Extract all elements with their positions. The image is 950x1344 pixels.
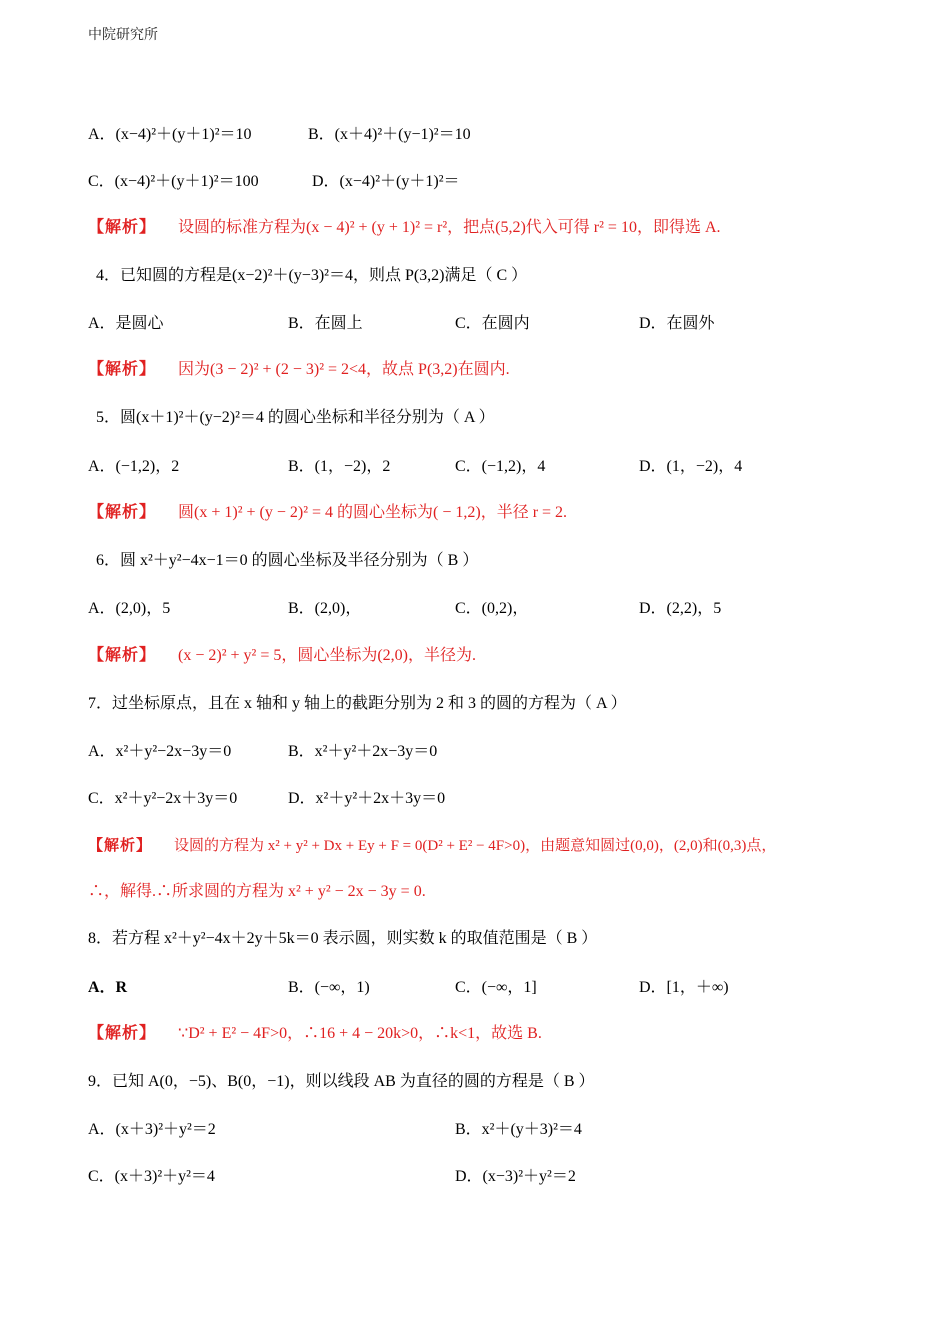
q5-analysis (88, 502, 567, 524)
q4-stem: 4．已知圆的方程是(x−2)²＋(y−3)²＝4，则点 P(3,2)满足（ C ） (96, 267, 528, 284)
q4-option-c: C．在圆内 (455, 315, 530, 332)
q7-analysis-line2: ∴，解得.∴所求圆的方程为 x² + y² − 2x − 3y = 0. (88, 883, 426, 900)
q4-option-b: B．在圆上 (288, 315, 363, 332)
q8-option-d: D．[1，＋∞) (639, 979, 729, 996)
analysis-text: 设圆的标准方程为(x − 4)² + (y + 1)² = r²，把点(5,2)代入可得 r² = 10，即得选 A. (178, 219, 721, 236)
analysis-text: ∵D² + E² − 4F>0，∴16 + 4 − 20k>0，∴k<1，故选 B. (178, 1025, 542, 1042)
analysis-text: (x − 2)² + y² = 5，圆心坐标为(2,0)，半径为. (178, 647, 476, 664)
q9-option-b: B．x²＋(y＋3)²＝4 (455, 1121, 582, 1138)
q5-stem: 5．圆(x＋1)²＋(y−2)²＝4 的圆心坐标和半径分别为（ A ） (96, 409, 495, 426)
analysis-text: 圆(x + 1)² + (y − 2)² = 4 的圆心坐标为( − 1,2)，半径 r = 2. (178, 504, 568, 521)
analysis-tag: 【解析】 (88, 838, 153, 854)
q8-option-c: C．(−∞，1] (455, 979, 537, 996)
analysis-tag: 【解析】 (88, 1025, 157, 1042)
q5-option-a: A．(−1,2)，2 (88, 458, 180, 475)
q7-option-c: C．x²＋y²−2x＋3y＝0 (88, 790, 238, 807)
q8-stem: 8．若方程 x²＋y²−4x＋2y＋5k＝0 表示圆，则实数 k 的取值范围是（ B ） (88, 930, 598, 947)
q7-option-d: D．x²＋y²＋2x＋3y＝0 (288, 790, 446, 807)
analysis-tag: 【解析】 (88, 504, 157, 521)
q7-analysis (88, 835, 776, 857)
q9-stem: 9．已知 A(0，−5)、B(0，−1)，则以线段 AB 为直径的圆的方程是（ B ） (88, 1073, 595, 1090)
analysis-tag: 【解析】 (88, 219, 157, 236)
q4-option-a: A．是圆心 (88, 315, 164, 332)
q3-analysis (88, 217, 721, 239)
q9-option-a: A．(x＋3)²＋y²＝2 (88, 1121, 216, 1138)
q5-option-c: C．(−1,2)，4 (455, 458, 546, 475)
q6-stem: 6．圆 x²＋y²−4x−1＝0 的圆心坐标及半径分别为（ B ） (96, 552, 479, 569)
analysis-text: 因为(3 − 2)² + (2 − 3)² = 2<4，故点 P(3,2)在圆内. (178, 361, 510, 378)
q5-option-d: D．(1，−2)，4 (639, 458, 743, 475)
q3-option-b: B．(x＋4)²＋(y−1)²＝10 (308, 126, 471, 143)
q5-option-b: B．(1，−2)，2 (288, 458, 391, 475)
header-title: 中院研究所 (88, 28, 158, 43)
q8-option-b: B．(−∞，1) (288, 979, 370, 996)
q6-option-b: B．(2,0)， (288, 600, 362, 617)
q3-option-c: C．(x−4)²＋(y＋1)²＝100 (88, 173, 259, 190)
q9-option-c: C．(x＋3)²＋y²＝4 (88, 1168, 215, 1185)
q6-option-c: C．(0,2)， (455, 600, 529, 617)
q8-analysis (88, 1023, 542, 1045)
q6-option-a: A．(2,0)，5 (88, 600, 171, 617)
q4-option-d: D．在圆外 (639, 315, 715, 332)
analysis-text: 设圆的方程为 x² + y² + Dx + Ey + F = 0(D² + E² − 4F>0)，由题意知圆过(0,0)，(2,0)和(0,3)点， (174, 838, 777, 854)
q3-option-d: D．(x−4)²＋(y＋1)²＝ (312, 173, 460, 190)
analysis-tag: 【解析】 (88, 647, 157, 664)
q9-option-d: D．(x−3)²＋y²＝2 (455, 1168, 576, 1185)
q7-option-a: A．x²＋y²−2x−3y＝0 (88, 743, 232, 760)
q3-option-a: A．(x−4)²＋(y＋1)²＝10 (88, 126, 252, 143)
q6-analysis (88, 645, 476, 667)
q7-stem: 7．过坐标原点，且在 x 轴和 y 轴上的截距分别为 2 和 3 的圆的方程为（ A ） (88, 695, 627, 712)
analysis-tag: 【解析】 (88, 361, 157, 378)
q6-option-d: D．(2,2)，5 (639, 600, 722, 617)
q4-analysis (88, 359, 510, 381)
q8-option-a: A．R (88, 979, 128, 996)
q7-option-b: B．x²＋y²＋2x−3y＝0 (288, 743, 438, 760)
